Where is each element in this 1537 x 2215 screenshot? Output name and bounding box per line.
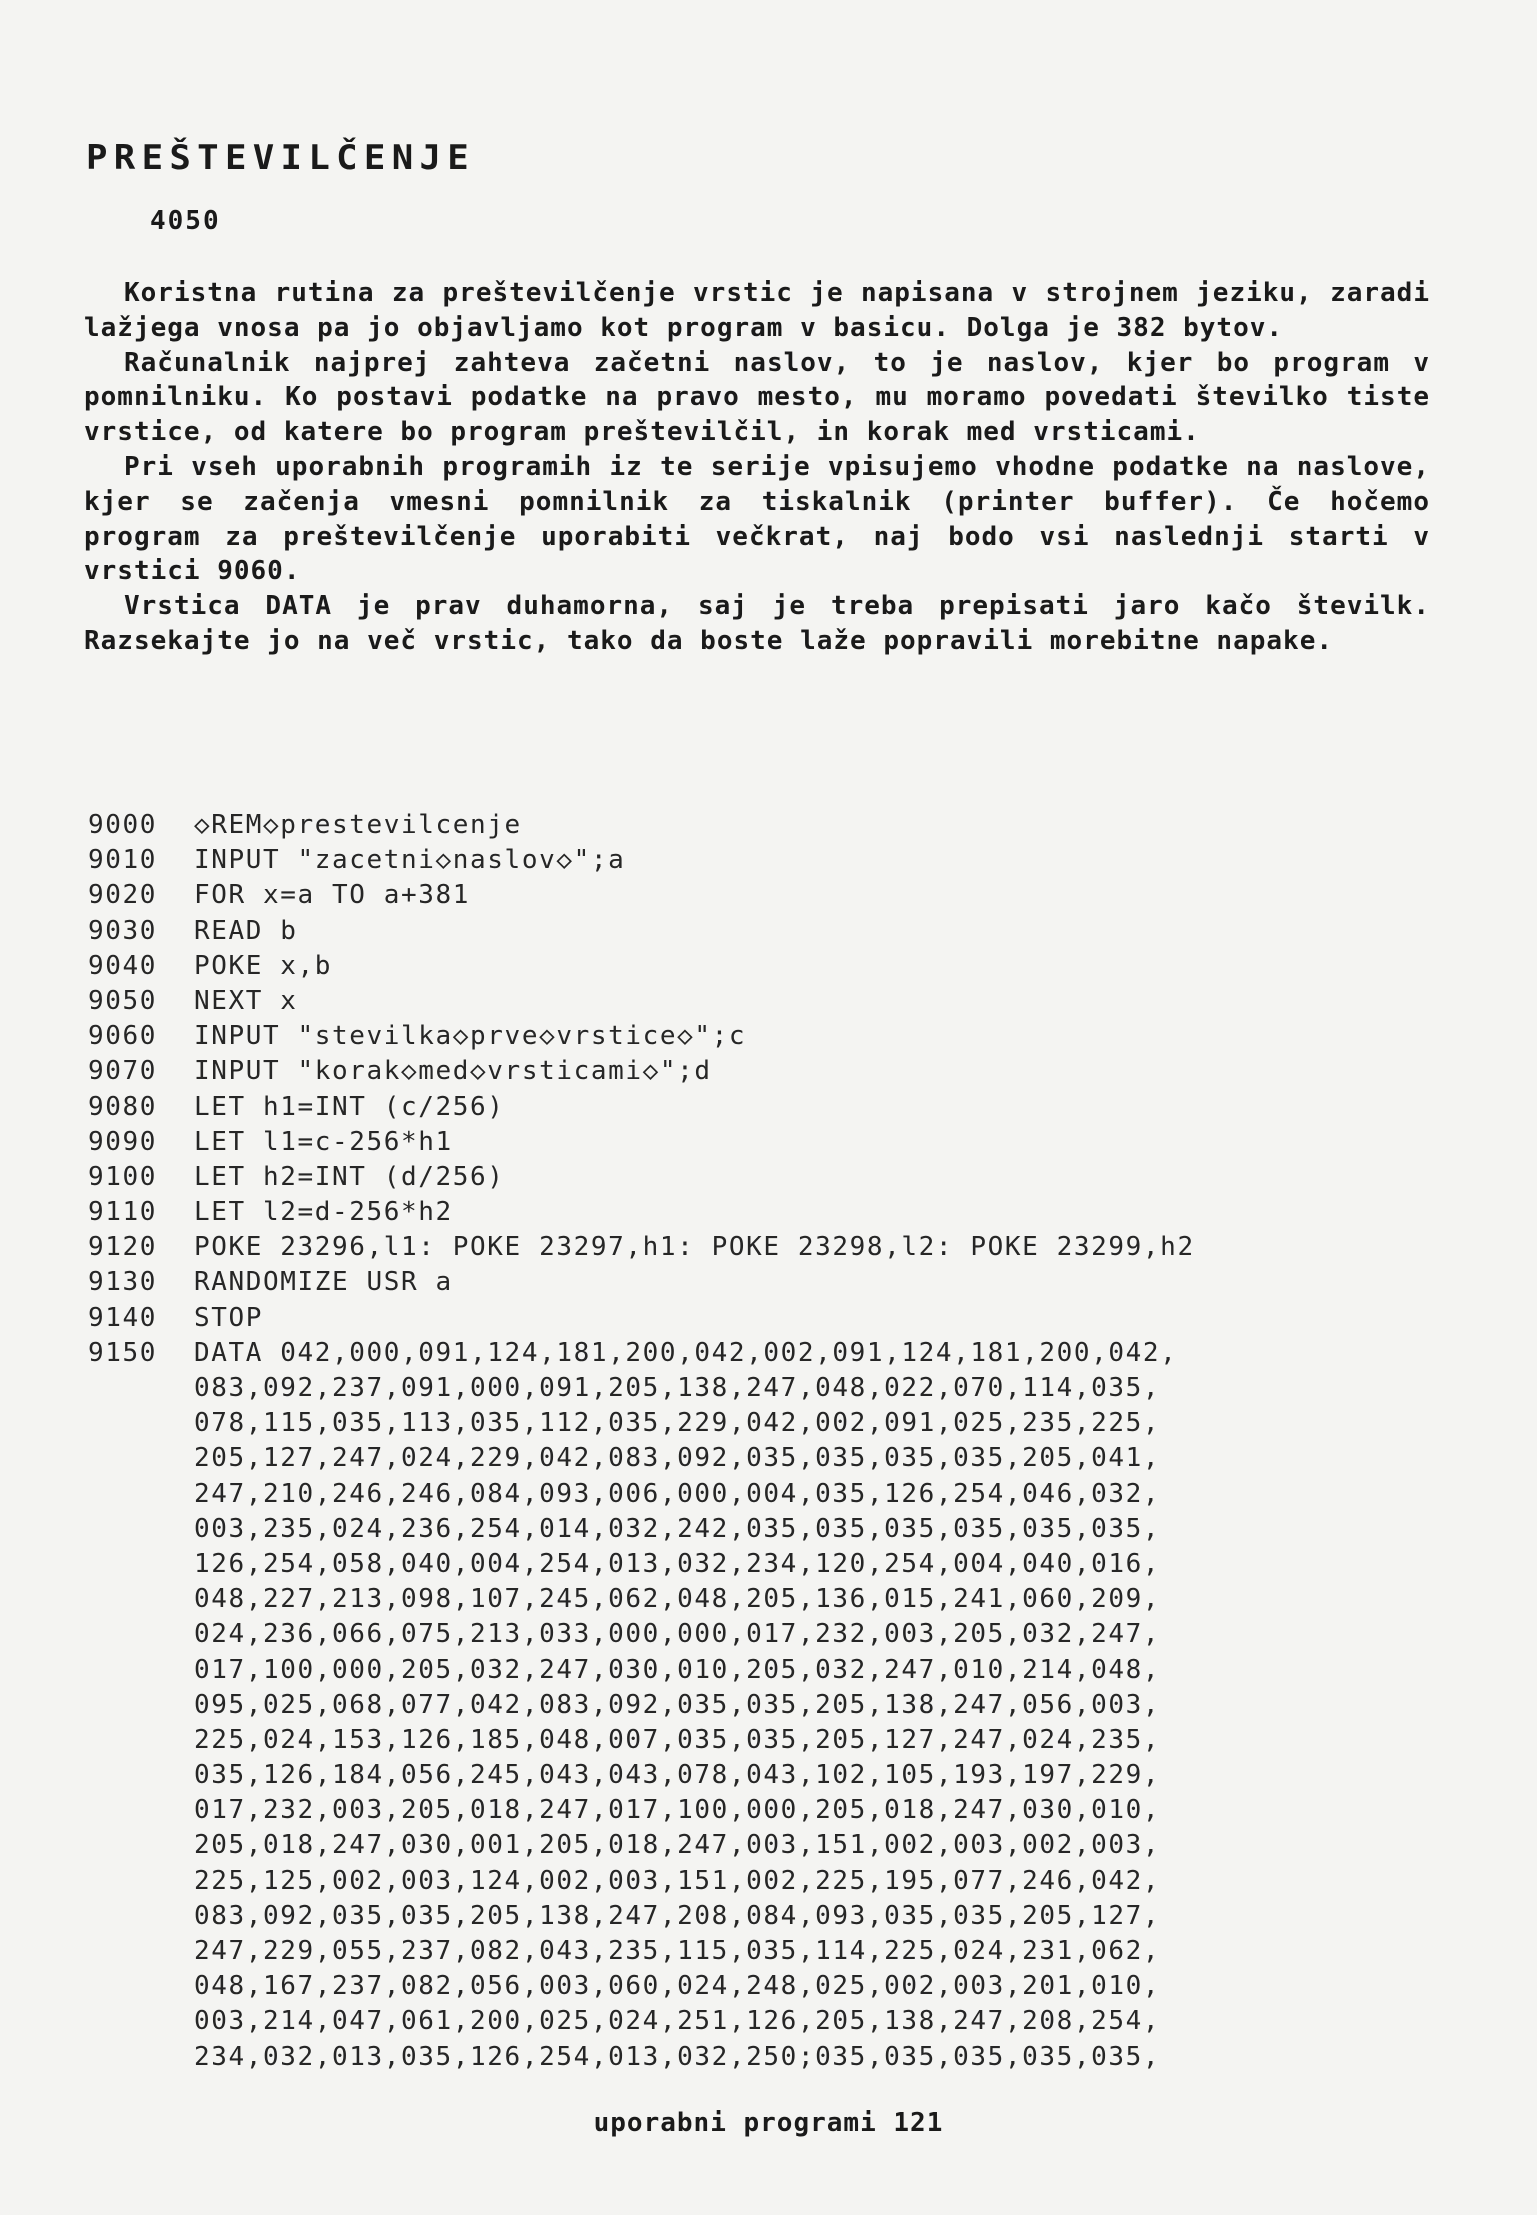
line-statement: LET h1=INT (c/256) xyxy=(194,1091,505,1122)
line-statement: NEXT x xyxy=(194,985,298,1016)
data-row: 205,127,247,024,229,042,083,092,035,035,035,035,205,041, xyxy=(194,1443,1161,1474)
listing-line xyxy=(88,1125,1488,1160)
listing-line xyxy=(88,984,1488,1019)
paragraph: Koristna rutina za preštevilčenje vrstic je napisana v strojnem jeziku, zaradi lažjega vnosa pa jo objavljamo kot program v basicu. Dolga je 382 bytov. xyxy=(84,278,1430,343)
listing-line xyxy=(88,878,1488,913)
line-number: 9030 xyxy=(88,915,158,946)
data-row: 234,032,013,035,126,254,013,032,250;035,035,035,035,035, xyxy=(194,2041,1161,2072)
listing-line xyxy=(88,1336,1488,1371)
listing-line xyxy=(88,1019,1488,1054)
listing-line xyxy=(88,914,1488,949)
listing-line xyxy=(88,843,1488,878)
listing-line xyxy=(88,1301,1488,1336)
data-row: 225,125,002,003,124,002,003,151,002,225,195,077,246,042, xyxy=(194,1865,1161,1896)
line-statement: LET l1=c-256*h1 xyxy=(194,1126,453,1157)
line-number: 9150 xyxy=(88,1337,158,1368)
line-number: 9140 xyxy=(88,1302,158,1333)
line-statement: LET l2=d-256*h2 xyxy=(194,1197,453,1228)
line-number: 9060 xyxy=(88,1021,158,1052)
line-statement: POKE 23296,l1: POKE 23297,h1: POKE 23298,l2: POKE 23299,h2 xyxy=(194,1232,1195,1263)
data-row: 247,210,246,246,084,093,006,000,004,035,126,254,046,032, xyxy=(194,1478,1161,1509)
line-statement: DATA 042,000,091,124,181,200,042,002,091,124,181,200,042, xyxy=(194,1337,1178,1368)
data-row: 003,235,024,236,254,014,032,242,035,035,035,035,035,035, xyxy=(194,1513,1161,1544)
data-continuation-block xyxy=(194,1371,1488,2075)
line-number: 9120 xyxy=(88,1232,158,1263)
paragraph: Računalnik najprej zahteva začetni naslov, to je naslov, kjer bo program v pomnilniku. Ko postavi podatke na pravo mesto, mu moramo povedati številko tiste vrstice, od katere bo program preštevilčil, in korak med vrsticami. xyxy=(84,347,1430,448)
line-statement: RANDOMIZE USR a xyxy=(194,1267,453,1298)
data-row: 083,092,237,091,000,091,205,138,247,048,022,070,114,035, xyxy=(194,1373,1161,1403)
data-row: 048,227,213,098,107,245,062,048,205,136,015,241,060,209, xyxy=(194,1584,1161,1615)
line-number: 9040 xyxy=(88,950,158,981)
listing-line xyxy=(88,1054,1488,1089)
line-number: 9090 xyxy=(88,1126,158,1157)
data-row: 247,229,055,237,082,043,235,115,035,114,225,024,231,062, xyxy=(194,1936,1161,1966)
listing-line xyxy=(88,1230,1488,1265)
data-row: 017,232,003,205,018,247,017,100,000,205,018,247,030,010, xyxy=(194,1795,1161,1826)
listing-line xyxy=(88,1090,1488,1125)
paragraph: Vrstica DATA je prav duhamorna, saj je treba prepisati jaro kačo številk. Razsekajte jo na več vrstic, tako da boste laže popravili morebitne napake. xyxy=(84,591,1430,656)
line-number: 9000 xyxy=(88,810,158,840)
paragraph: Pri vseh uporabnih programih iz te serije vpisujemo vhodne podatke na naslove, kjer se začenja vmesni pomnilnik za tiskalnik (printer buffer). Če hočemo program za preštevilčenje uporabiti večkrat, naj bodo vsi naslednji starti v vrstici 9060. xyxy=(84,451,1430,587)
line-statement: FOR x=a TO a+381 xyxy=(194,880,471,911)
line-number: 9130 xyxy=(88,1267,158,1298)
line-statement: INPUT "stevilka◇prve◇vrstice◇";c xyxy=(194,1021,747,1052)
data-row: 017,100,000,205,032,247,030,010,205,032,247,010,214,048, xyxy=(194,1654,1161,1685)
listing-line xyxy=(88,808,1488,843)
line-statement: LET h2=INT (d/256) xyxy=(194,1161,505,1192)
listing-line xyxy=(88,949,1488,984)
line-statement: READ b xyxy=(194,915,298,946)
line-statement: POKE x,b xyxy=(194,950,333,981)
data-row: 048,167,237,082,056,003,060,024,248,025,002,003,201,010, xyxy=(194,1971,1161,2002)
line-number: 9010 xyxy=(88,845,158,876)
line-statement: INPUT "korak◇med◇vrsticami◇";d xyxy=(194,1056,712,1087)
basic-listing xyxy=(88,808,1488,2075)
data-row: 024,236,066,075,213,033,000,000,017,232,003,205,032,247, xyxy=(194,1619,1161,1650)
line-statement: STOP xyxy=(194,1302,264,1333)
data-row: 083,092,035,035,205,138,247,208,084,093,035,035,205,127, xyxy=(194,1900,1161,1931)
line-statement: INPUT "zacetni◇naslov◇";a xyxy=(194,845,626,876)
data-row: 126,254,058,040,004,254,013,032,234,120,254,004,040,016, xyxy=(194,1548,1161,1579)
line-number: 9070 xyxy=(88,1056,158,1087)
line-number: 9110 xyxy=(88,1197,158,1228)
line-number: 9050 xyxy=(88,985,158,1016)
line-statement: ◇REM◇prestevilcenje xyxy=(194,810,522,840)
listing-line xyxy=(88,1160,1488,1195)
page-footer: uporabni programi 121 xyxy=(593,2108,944,2138)
data-row: 035,126,184,056,245,043,043,078,043,102,105,193,197,229, xyxy=(194,1760,1161,1791)
data-row: 205,018,247,030,001,205,018,247,003,151,002,003,002,003, xyxy=(194,1830,1161,1861)
line-number: 9100 xyxy=(88,1161,158,1192)
article-title: PREŠTEVILČENJE xyxy=(86,138,476,178)
data-row: 095,025,068,077,042,083,092,035,035,205,138,247,056,003, xyxy=(194,1689,1161,1720)
article-code: 4050 xyxy=(150,206,221,236)
line-number: 9020 xyxy=(88,880,158,911)
article-body xyxy=(84,276,1430,659)
data-row: 078,115,035,113,035,112,035,229,042,002,091,025,235,225, xyxy=(194,1408,1161,1439)
listing-line xyxy=(88,1195,1488,1230)
data-row: 225,024,153,126,185,048,007,035,035,205,127,247,024,235, xyxy=(194,1724,1161,1755)
data-row: 003,214,047,061,200,025,024,251,126,205,138,247,208,254, xyxy=(194,2006,1161,2037)
line-number: 9080 xyxy=(88,1091,158,1122)
listing-line xyxy=(88,1265,1488,1300)
